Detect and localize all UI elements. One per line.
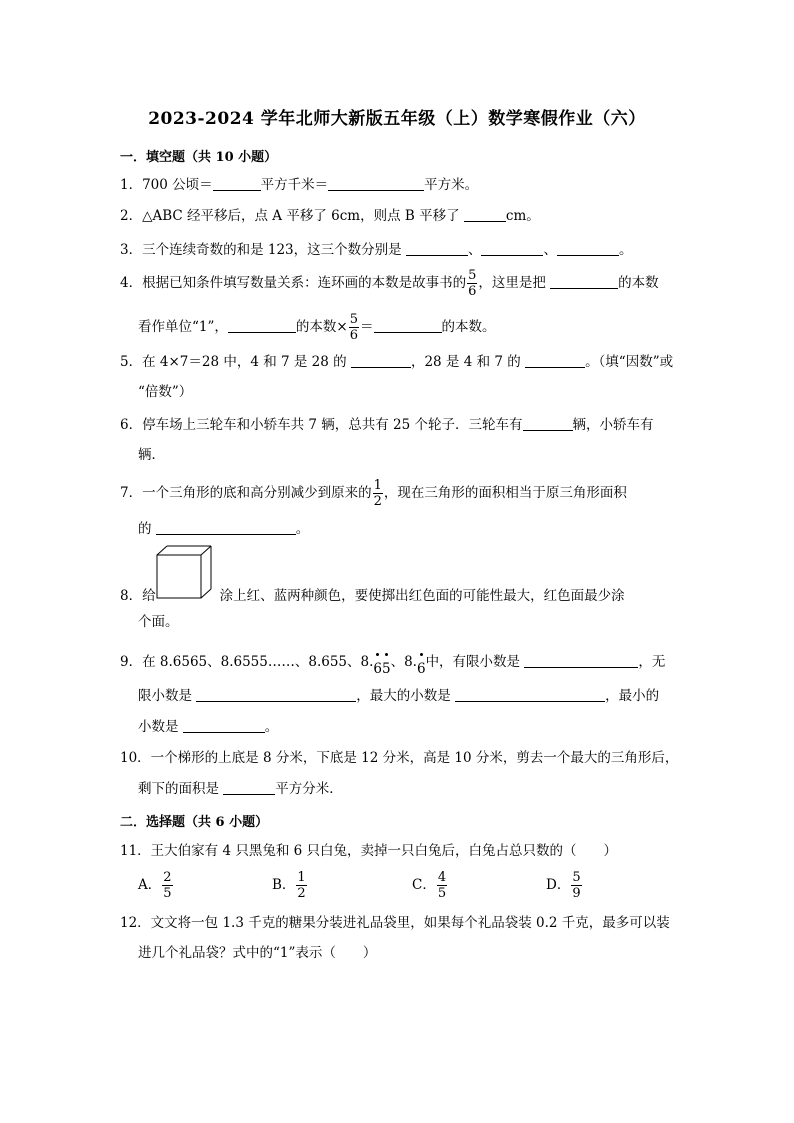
answer-blank[interactable] (328, 176, 424, 191)
question-6: 6．停车场上三轮车和小轿车共 7 辆，总共有 25 个轮子．三轮车有 辆，小轿车有 (120, 417, 654, 433)
question-5: 5．在 4×7＝28 中，4 和 7 是 28 的 ，28 是 4 和 7 的 。（填“因数”或 (120, 354, 674, 370)
answer-blank[interactable] (481, 241, 543, 256)
question-7: 7．一个三角形的底和高分别减少到原来的 $\frac{1}{2}$ ，现在三角形的面积相当于原三角形面积 (120, 478, 627, 509)
answer-blank[interactable] (524, 653, 638, 668)
fraction: $\frac{1}{2}$ (297, 870, 306, 901)
question-6-cont: 辆． (138, 447, 165, 463)
question-4-cont: 看作单位“1”， 的本数× $\frac{5}{6}$ ＝ 的本数。 (138, 312, 496, 343)
question-5-cont: “倍数”） (138, 384, 193, 400)
question-7-cont: 的 。 (138, 521, 310, 537)
option-a[interactable]: A． $\frac{2}{5}$ (138, 870, 172, 901)
fraction: $\frac{2}{5}$ (163, 870, 172, 901)
answer-blank[interactable] (351, 353, 411, 368)
page-title: 2023-2024 学年北师大新版五年级（上）数学寒假作业（六） (148, 109, 646, 129)
fraction: $\frac{5}{9}$ (572, 870, 581, 901)
option-d[interactable]: D． $\frac{5}{9}$ (546, 870, 581, 901)
question-4: 4．根据已知条件填写数量关系：连环画的本数是故事书的 $\frac{5}{6}$ ，这里是把 的本数 (120, 268, 659, 299)
question-10: 10．一个梯形的上底是 8 分米，下底是 12 分米，高是 10 分米，剪去一个最大的三角形后， (120, 750, 679, 766)
fraction: $\frac{5}{6}$ (349, 312, 358, 343)
section-choice-heading: 二．选择题（共 6 小题） (120, 815, 269, 830)
answer-blank[interactable] (523, 416, 573, 431)
answer-blank[interactable] (213, 176, 261, 191)
answer-blank[interactable] (464, 207, 506, 222)
option-b[interactable]: B． $\frac{1}{2}$ (272, 870, 306, 901)
answer-blank[interactable] (196, 687, 356, 702)
answer-blank[interactable] (183, 718, 265, 733)
question-9: 9．在 8.6565、8.6555……、8.655、8.65、8.6中，有限小数是 ，无 (120, 654, 666, 677)
question-9-cont-2: 小数是 。 (138, 719, 279, 735)
question-8-cont: 个面。 (138, 614, 179, 630)
question-8: 8．给 涂上红、蓝两种颜色，要使掷出红色面的可能性最大，红色面最少涂 (120, 588, 625, 604)
question-11: 11．王大伯家有 4 只黑兔和 6 只白兔，卖掉一只白兔后，白兔占总只数的（ ） (120, 843, 618, 859)
answer-blank[interactable] (374, 318, 442, 333)
question-12-cont: 进几个礼品袋？式中的“1”表示（ ） (138, 945, 377, 961)
answer-blank[interactable] (406, 241, 468, 256)
answer-blank[interactable] (455, 687, 605, 702)
option-c[interactable]: C． $\frac{4}{5}$ (412, 870, 447, 901)
question-1: 1．700 公顷＝ 平方千米＝ 平方米。 (120, 177, 479, 193)
section-fill-in-heading: 一．填空题（共 10 小题） (120, 150, 278, 165)
question-9-cont: 限小数是 ，最大的小数是 ，最小的 (138, 688, 660, 704)
question-3: 3．三个连续奇数的和是 123，这三个数分别是 、 、 。 (120, 242, 633, 258)
question-10-cont: 剩下的面积是 平方分米． (138, 781, 343, 797)
answer-blank[interactable] (228, 318, 296, 333)
fraction: $\frac{1}{2}$ (373, 478, 382, 509)
answer-blank[interactable] (525, 353, 585, 368)
answer-blank[interactable] (156, 520, 296, 535)
question-12: 12．文文将一包 1.3 千克的糖果分装进礼品袋里，如果每个礼品袋装 0.2 千克，最多可以装 (120, 915, 670, 931)
fraction: $\frac{4}{5}$ (437, 870, 447, 901)
answer-blank[interactable] (550, 274, 618, 289)
answer-blank[interactable] (223, 780, 275, 795)
question-2: 2．△ABC 经平移后，点 A 平移了 6cm，则点 B 平移了 cm。 (120, 208, 540, 224)
answer-blank[interactable] (557, 241, 619, 256)
fraction: $\frac{5}{6}$ (468, 268, 477, 299)
